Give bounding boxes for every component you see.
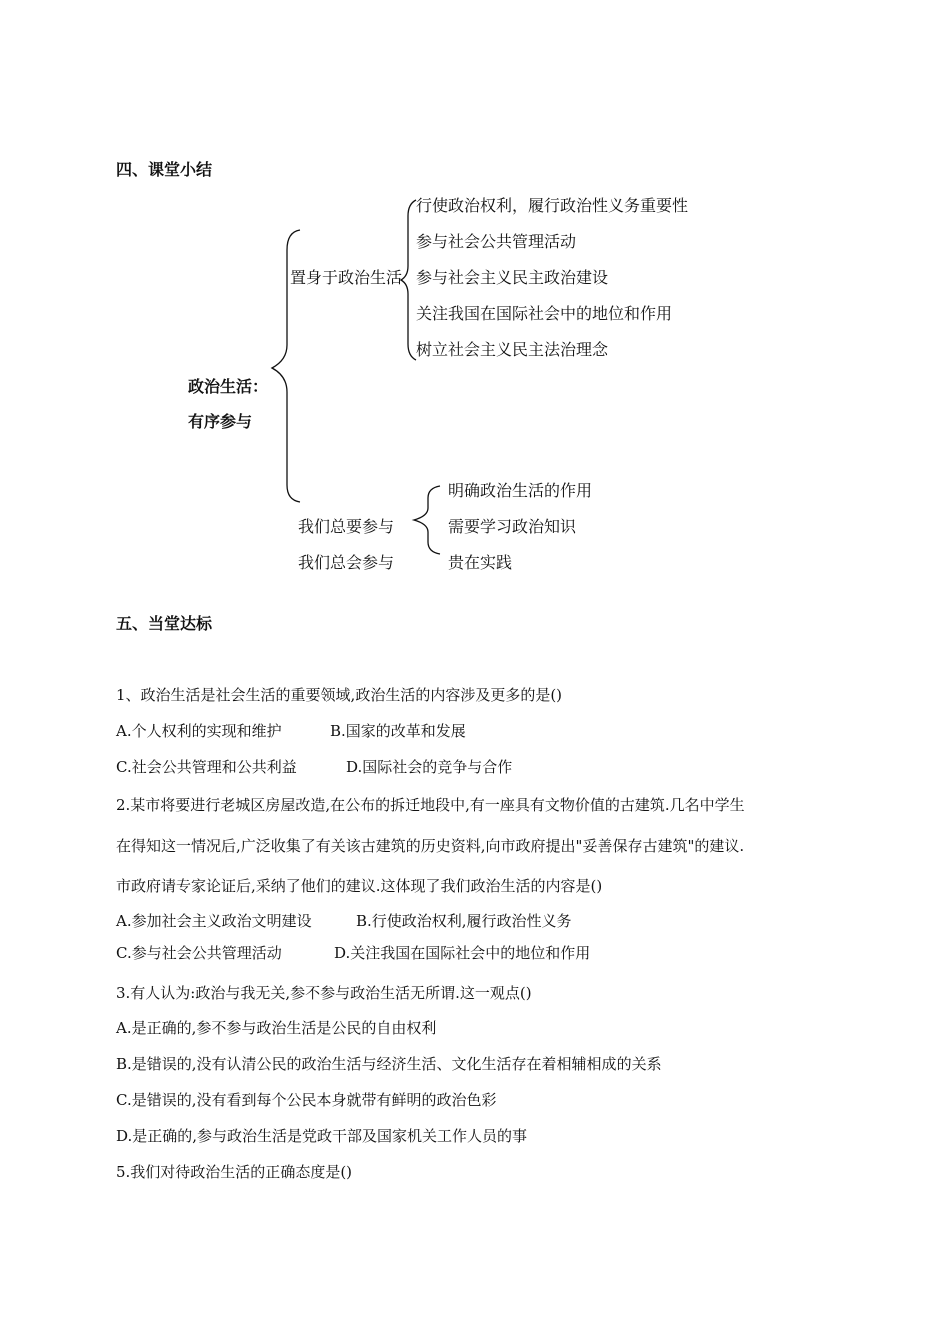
question-2-option-c: C.参与社会公共管理活动 [116,944,282,962]
branch1-brace [401,200,416,360]
section-heading-exercises: 五、当堂达标 [116,614,213,633]
branch2-item: 明确政治生活的作用 [448,481,593,500]
branch1-item: 参与社会公共管理活动 [416,232,577,251]
branch2-brace [414,486,440,554]
question-1-option-b: B.国家的改革和发展 [330,722,466,740]
section-heading-summary: 四、课堂小结 [116,160,213,179]
question-2-option-b: B.行使政治权利,履行政治性义务 [356,912,572,930]
question-2-stem-line3: 市政府请专家论证后,采纳了他们的建议.这体现了我们政治生活的内容是() [116,877,603,895]
question-2-option-a: A.参加社会主义政治文明建设 [116,912,312,930]
question-3-option-a: A.是正确的,参不参与政治生活是公民的自由权利 [116,1019,437,1037]
branch1-item: 树立社会主义民主法治理念 [416,340,609,359]
question-1-stem: 1、政治生活是社会生活的重要领域,政治生活的内容涉及更多的是() [116,686,563,704]
branch2-label-line2: 我们总会参与 [298,553,395,572]
question-1-option-d: D.国际社会的竞争与合作 [346,758,513,776]
root-label-line2: 有序参与 [188,412,253,431]
branch2-item: 需要学习政治知识 [448,517,577,536]
question-1-option-c: C.社会公共管理和公共利益 [116,758,297,776]
branch1-item: 参与社会主义民主政治建设 [416,268,609,287]
question-2-stem-line1: 2.某市将要进行老城区房屋改造,在公布的拆迁地段中,有一座具有文物价值的古建筑.几名中学生 [116,796,745,814]
question-3-option-c: C.是错误的,没有看到每个公民本身就带有鲜明的政治色彩 [116,1091,497,1109]
branch1-item: 关注我国在国际社会中的地位和作用 [416,304,673,323]
summary-braces-diagram [0,0,950,600]
question-3-stem: 3.有人认为:政治与我无关,参不参与政治生活无所谓.这一观点() [116,984,532,1002]
branch2-label-line1: 我们总要参与 [298,517,395,536]
branch1-item: 行使政治权利，履行政治性义务重要性 [416,196,689,215]
question-3-option-d: D.是正确的,参与政治生活是党政干部及国家机关工作人员的事 [116,1127,528,1145]
question-1-option-a: A.个人权利的实现和维护 [116,722,282,740]
branch2-item: 贵在实践 [448,553,513,572]
question-2-option-d: D.关注我国在国际社会中的地位和作用 [334,944,591,962]
root-label-line1: 政治生活： [188,377,269,396]
question-5-stem: 5.我们对待政治生活的正确态度是() [116,1163,353,1181]
branch1-label: 置身于政治生活 [290,268,403,287]
question-2-stem-line2: 在得知这一情况后,广泛收集了有关该古建筑的历史资料,向市政府提出"妥善保存古建筑"的建议. [116,837,745,855]
question-3-option-b: B.是错误的,没有认清公民的政治生活与经济生活、文化生活存在着相辅相成的关系 [116,1055,662,1073]
